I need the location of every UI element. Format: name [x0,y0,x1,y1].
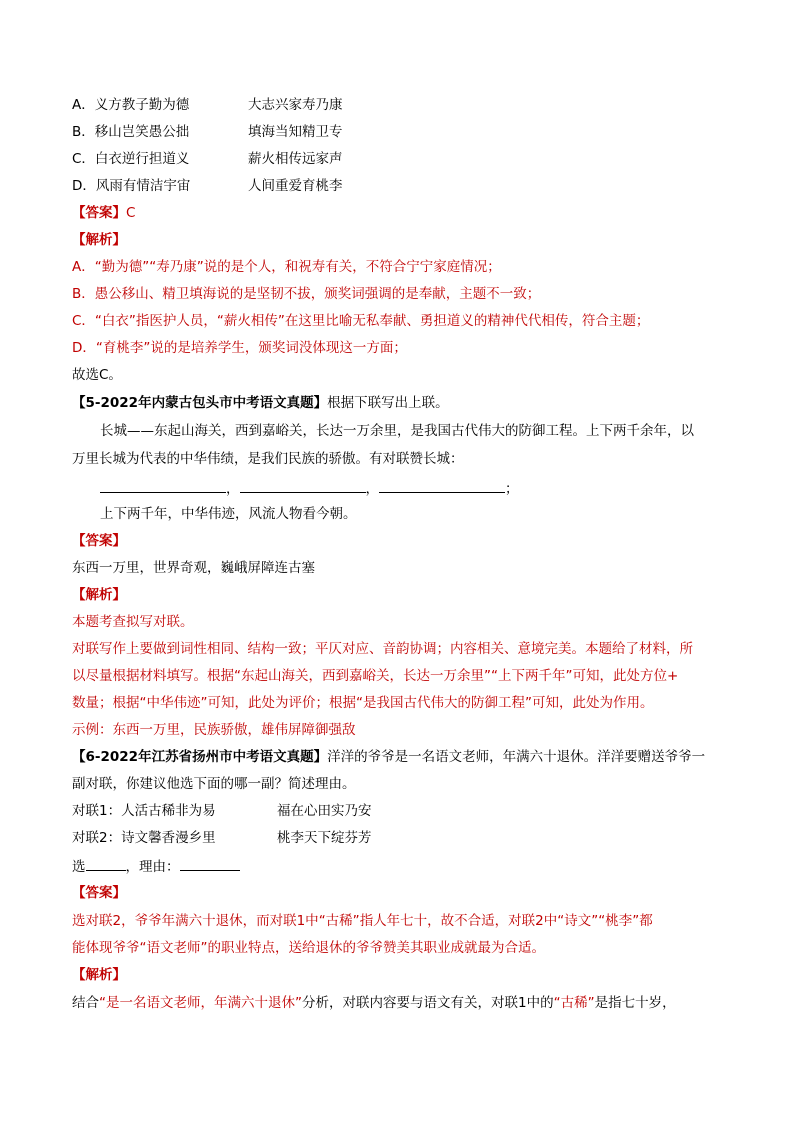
q5-passage-1: 长城——东起山海关，西到嘉峪关，长达一万余里，是我国古代伟大的防御工程。上下两千余年，以 [100,423,694,439]
option-d [72,177,343,195]
q5-answer-value: 东西一万里，世界奇观，巍峨屏障连古塞 [72,560,315,576]
q4-answer [72,204,135,222]
q4-analysis-d: D．“育桃李”说的是培养学生，颁奖词没体现这一方面； [72,340,407,356]
option-a [72,96,343,114]
choose-label: 选 [72,859,86,875]
answer-text: 指人年七十，故不合适，对联2中 [359,913,558,929]
blank-2[interactable] [240,478,366,493]
q5-analysis-3 [72,667,678,685]
q4-analysis-a: A．“勤为德”“寿乃康”说的是个人，和祝寿有关，不符合宁宁家庭情况； [72,259,501,275]
q5-lower-couplet: 上下两千年，中华伟迹，风流人物看今朝。 [100,506,357,522]
q4-analysis-b: B．愚公移山、精卫填海说的是坚韧不拔，颁奖词强调的是奉献，主题不一致； [72,286,541,302]
q6-prompt-1: 洋洋的爷爷是一名语文老师，年满六十退休。洋洋要赠送爷爷一 [327,749,706,765]
answer-text: 都 [639,913,653,929]
quote: “是一名语文老师，年满六十退休” [99,995,302,1011]
quote: “古稀” [318,913,360,929]
q6-title: 【6-2022年江苏省扬州市中考语文真题】 [72,749,328,765]
q6-answer-2: 能体现爷爷“语文老师”的职业特点，送给退休的爷爷赞美其职业成就最为合适。 [72,940,545,956]
q6-couplet-2 [72,829,372,847]
q4-conclusion: 故选C。 [72,367,122,383]
analysis-text: 结合 [72,995,99,1011]
q5-prompt: 根据下联写出上联。 [327,395,449,411]
answer-value: C [126,205,136,221]
option-c-right: 薪火相传远家声 [248,151,343,167]
option-b [72,123,343,141]
q4-analysis-label: 【解析】 [72,232,126,248]
separator: ， [226,481,240,497]
option-c-left: C．白衣逆行担道义 [72,151,190,167]
quote: “诗文”“桃李” [557,913,640,929]
q6-answer-label: 【答案】 [72,885,126,901]
q6-answer-1 [72,912,653,930]
option-b-left: B．移山岂笑愚公拙 [72,124,190,140]
quote: “上下两千年” [491,668,573,684]
couplet-left: 对联2：诗文馨香漫乡里 [72,830,216,846]
q5-passage-2: 万里长城为代表的中华伟绩，是我们民族的骄傲。有对联赞长城： [72,451,464,467]
option-b-right: 填海当知精卫专 [248,124,343,140]
answer-label: 【答案】 [72,205,126,221]
couplet-left: 对联1：人活古稀非为易 [72,803,216,819]
q5-answer-label: 【答案】 [72,533,126,549]
analysis-text: 可知，此处方位+ [572,668,679,684]
q5-title-line [72,394,449,412]
q5-analysis-2: 对联写作上要做到词性相同、结构一致；平仄对应、音韵协调；内容相关、意境完美。本题给了材料，所 [72,641,693,657]
q5-analysis-5: 示例：东西一万里，民族骄傲，雄伟屏障御强敌 [72,722,356,738]
option-c [72,150,343,168]
analysis-text: 分析，对联内容要与语文有关，对联1中的 [302,995,554,1011]
blank-3[interactable] [379,478,505,493]
q5-analysis-label: 【解析】 [72,587,126,603]
q5-analysis-1: 本题考查拟写对联。 [72,614,194,630]
reason-blank[interactable] [180,856,240,871]
option-a-right: 大志兴家寿乃康 [248,97,343,113]
q6-title-line [72,748,705,766]
option-d-left: D．风雨有情洁宇宙 [72,178,191,194]
q6-prompt-2: 副对联，你建议他选下面的哪一副？简述理由。 [72,776,356,792]
choice-blank[interactable] [86,856,126,871]
q4-analysis-c: C．“白衣”指医护人员，“薪火相传”在这里比喻无私奉献、勇担道义的精神代代相传，符合主题； [72,313,650,329]
q5-blanks [100,478,519,498]
option-d-right: 人间重爱育桃李 [248,178,343,194]
couplet-right: 桃李天下绽芬芳 [277,830,372,846]
separator: ， [365,481,379,497]
answer-text: 选对联2，爷爷年满六十退休，而对联1中 [72,913,319,929]
quote: “东起山海关，西到嘉峪关，长达一万余里” [234,668,491,684]
q6-analysis-1 [72,994,676,1012]
reason-label: ，理由： [125,859,180,875]
option-a-left: A．义方教子勤为德 [72,97,190,113]
separator: ； [505,481,519,497]
q6-analysis-label: 【解析】 [72,967,126,983]
couplet-right: 福在心田实乃安 [277,803,372,819]
analysis-text: 以尽量根据材料填写。根据 [72,668,234,684]
analysis-text: 是指七十岁， [594,995,676,1011]
q6-couplet-1 [72,802,372,820]
quote: “古稀” [553,995,595,1011]
q5-analysis-4: 数量；根据“中华伟迹”可知，此处为评价；根据“是我国古代伟大的防御工程”可知，此处为作用。 [72,695,654,711]
q5-title: 【5-2022年内蒙古包头市中考语文真题】 [72,395,328,411]
q6-choose [72,856,240,876]
blank-1[interactable] [100,478,226,493]
